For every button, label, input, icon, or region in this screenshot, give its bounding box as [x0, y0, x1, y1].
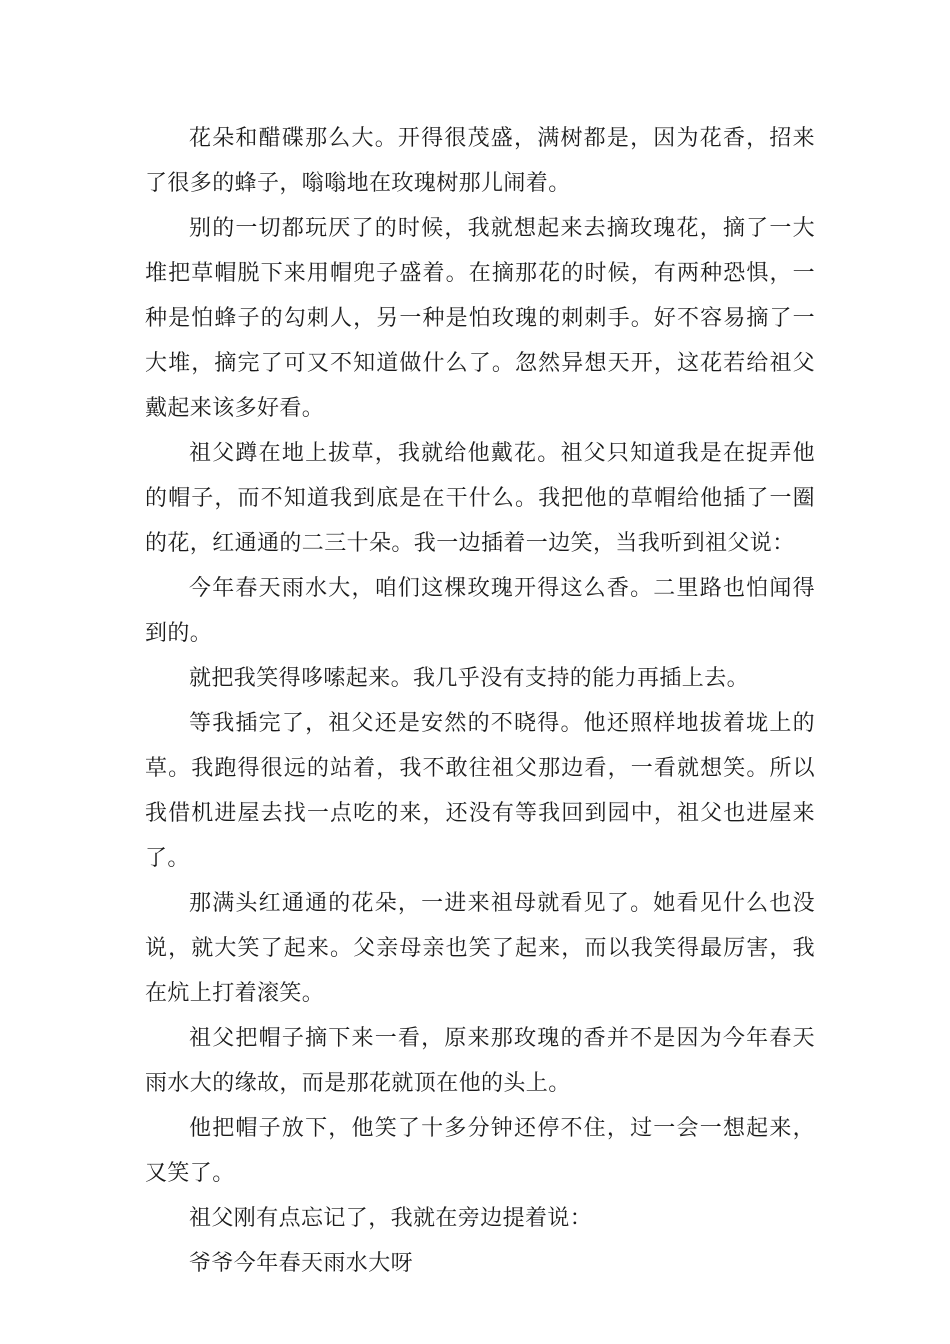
paragraph: 爷爷今年春天雨水大呀: [189, 1251, 414, 1276]
paragraph: 那满头红通通的花朵，一进来祖母就看见了。她看见什么也没说，就大笑了起来。父亲母亲也笑了起来，而以我笑得最厉害，我在炕上打着滚笑。: [145, 891, 815, 1006]
paragraph: 今年春天雨水大，咱们这棵玫瑰开得这么香。二里路也怕闻得到的。: [145, 576, 815, 646]
paragraph: 祖父蹲在地上拔草，我就给他戴花。祖父只知道我是在捉弄他的帽子，而不知道我到底是在干什么。我把他的草帽给他插了一圈的花，红通通的二三十朵。我一边插着一边笑，当我听到祖父说：: [145, 441, 815, 556]
paragraph: 他把帽子放下，他笑了十多分钟还停不住，过一会一想起来，又笑了。: [145, 1116, 815, 1186]
paragraph: 祖父刚有点忘记了，我就在旁边提着说：: [189, 1206, 593, 1231]
paragraph: 别的一切都玩厌了的时候，我就想起来去摘玫瑰花，摘了一大堆把草帽脱下来用帽兜子盛着。在摘那花的时候，有两种恐惧，一种是怕蜂子的勾刺人，另一种是怕玫瑰的刺刺手。好不容易摘了一大堆，摘完了可又不知道做什么了。忽然异想天开，这花若给祖父戴起来该多好看。: [145, 216, 815, 421]
paragraph: 等我插完了，祖父还是安然的不晓得。他还照样地拔着垅上的草。我跑得很远的站着，我不敢往祖父那边看，一看就想笑。所以我借机进屋去找一点吃的来，还没有等我回到园中，祖父也进屋来了。: [145, 711, 815, 871]
paragraph: 祖父把帽子摘下来一看，原来那玫瑰的香并不是因为今年春天雨水大的缘故，而是那花就顶在他的头上。: [145, 1026, 815, 1096]
body-text: [145, 116, 815, 1286]
paragraph: 就把我笑得哆嗦起来。我几乎没有支持的能力再插上去。: [189, 666, 750, 691]
paragraph: 花朵和醋碟那么大。开得很茂盛，满树都是，因为花香，招来了很多的蜂子，嗡嗡地在玫瑰树那儿闹着。: [145, 126, 815, 196]
